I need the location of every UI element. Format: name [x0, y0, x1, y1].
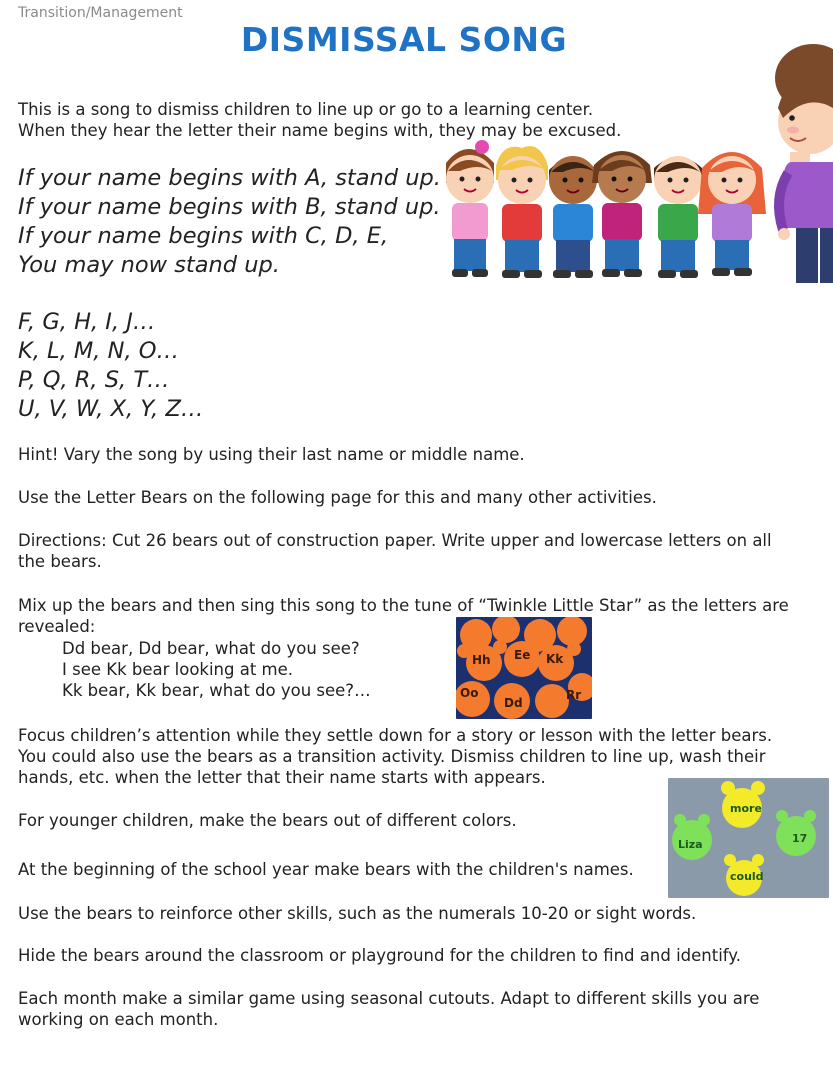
bear-label: Rr [566, 688, 582, 702]
bear-label: Liza [678, 838, 703, 851]
focus-line: hands, etc. when the letter that their name starts with appears. [18, 768, 546, 787]
teacher-figure [775, 44, 833, 283]
bear-label: Dd [504, 696, 523, 710]
focus-line: You could also use the bears as a transition activity. Dismiss children to line up, wash their [18, 747, 766, 766]
intro-line: This is a song to dismiss children to line up or go to a learning center. [18, 100, 594, 119]
song-line: You may now stand up. [18, 252, 280, 278]
bear-verse [62, 638, 371, 701]
directions-line: Directions: Cut 26 bears out of construction paper. Write upper and lowercase letters on all [18, 531, 772, 550]
page-title: DISMISSAL SONG [240, 20, 568, 59]
monthly-paragraph [18, 988, 759, 1030]
intro-paragraph [18, 99, 621, 141]
focus-line: Focus children’s attention while they settle down for a story or lesson with the letter bears. [18, 726, 773, 745]
letters-line: K, L, M, N, O… [18, 338, 179, 364]
monthly-line: working on each month. [18, 1010, 219, 1029]
mix-line: revealed: [18, 617, 96, 636]
hide-text: Hide the bears around the classroom or playground for the children to find and identify. [18, 946, 741, 965]
focus-paragraph [18, 725, 772, 788]
reinforce-text: Use the bears to reinforce other skills, such as the numerals 10-20 or sight words. [18, 904, 697, 923]
directions-paragraph [18, 530, 772, 572]
name-bears-photo [668, 778, 829, 898]
child-4 [592, 151, 652, 277]
letters-line: F, G, H, I, J… [18, 309, 156, 335]
verse-line: Kk bear, Kk bear, what do you see?… [62, 681, 371, 700]
bear-label: more [730, 802, 762, 815]
bear-label: Kk [546, 652, 564, 666]
child-3 [549, 156, 597, 278]
monthly-line: Each month make a similar game using seasonal cutouts. Adapt to different skills you are [18, 989, 760, 1008]
hint-text: Hint! Vary the song by using their last name or middle name. [18, 445, 525, 464]
mix-paragraph [18, 595, 789, 637]
child-2 [496, 146, 548, 278]
names-text: At the beginning of the school year make bears with the children's names. [18, 860, 634, 879]
bear-label: Ee [514, 648, 531, 662]
bear-label: Hh [472, 653, 491, 667]
letters-line: P, Q, R, S, T… [18, 367, 170, 393]
letter-bears-text: Use the Letter Bears on the following page for this and many other activities. [18, 488, 657, 507]
younger-text: For younger children, make the bears out of different colors. [18, 811, 517, 830]
bear-label: Oo [460, 686, 479, 700]
bear-label: 17 [792, 832, 808, 845]
letter-sequence [18, 308, 203, 424]
children-illustration [438, 38, 833, 283]
directions-line: the bears. [18, 552, 102, 571]
mix-line: Mix up the bears and then sing this song to the tune of “Twinkle Little Star” as the letters are [18, 596, 789, 615]
verse-line: Dd bear, Dd bear, what do you see? [62, 639, 360, 658]
orange-bears-photo [456, 617, 592, 719]
bear-label: could [730, 870, 764, 883]
song-line: If your name begins with B, stand up. [18, 194, 441, 220]
song-line: If your name begins with A, stand up. [18, 165, 441, 191]
child-5 [654, 156, 702, 278]
letters-line: U, V, W, X, Y, Z… [18, 396, 204, 422]
intro-line: When they hear the letter their name begins with, they may be excused. [18, 121, 622, 140]
song-lyrics [18, 164, 441, 280]
song-line: If your name begins with C, D, E, [18, 223, 389, 249]
child-1 [446, 140, 494, 277]
verse-line: I see Kk bear looking at me. [62, 660, 294, 679]
category-label: Transition/Management [18, 5, 183, 21]
child-6 [698, 152, 766, 276]
